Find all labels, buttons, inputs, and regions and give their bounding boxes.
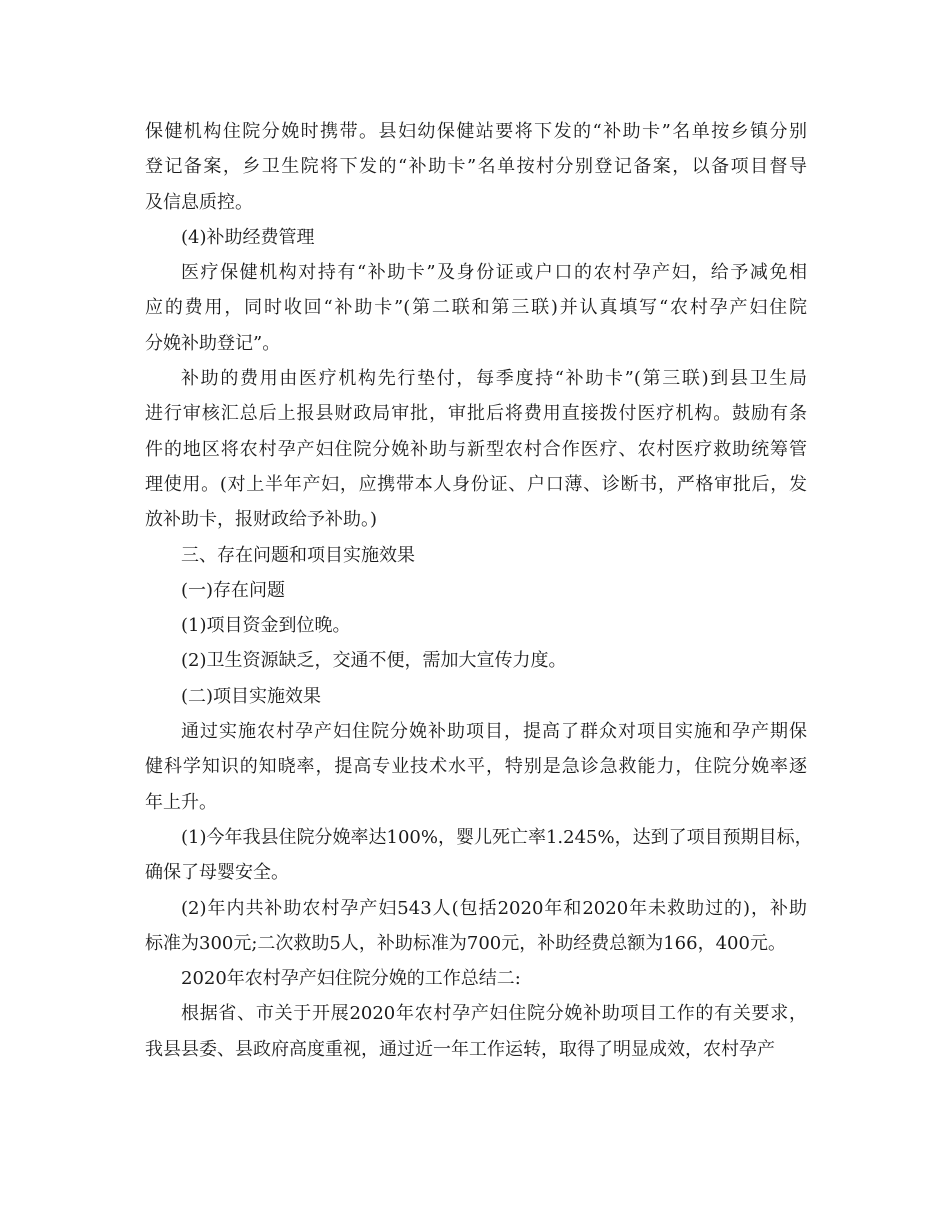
text-line: 登记备案，乡卫生院将下发的“补助卡”名单按村分别登记备案，以备项目督导	[145, 156, 807, 178]
paragraph	[145, 891, 807, 962]
paragraph	[145, 820, 813, 891]
text-line: 保健机构住院分娩时携带。县妇幼保健站要将下发的“补助卡”名单按乡镇分别	[145, 121, 807, 142]
text-line: (1)项目资金到位晚。	[181, 615, 351, 637]
text-line: 放补助卡，报财政给予补助。)	[145, 509, 378, 531]
text-line: (1)今年我县住院分娩率达100%，婴儿死亡率1.245%，达到了项目预期目标，	[181, 826, 813, 848]
paragraph	[145, 361, 807, 537]
text-line: 健科学知识的知晓率，提高专业技术水平，特别是急诊急救能力，住院分娩率逐	[145, 756, 807, 778]
text-line: 应的费用，同时收回“补助卡”(第二联和第三联)并认真填写“农村孕产妇住院	[145, 297, 807, 319]
text-line: 分娩补助登记”。	[145, 332, 281, 354]
paragraph	[145, 714, 807, 820]
text-line: 通过实施农村孕产妇住院分娩补助项目，提高了群众对项目实施和孕产期保	[181, 721, 807, 743]
text-line: 件的地区将农村孕产妇住院分娩补助与新型农村合作医疗、农村医疗救助统筹管	[145, 438, 807, 460]
paragraph	[145, 996, 807, 1067]
text-line: (4)补助经费管理	[181, 226, 315, 248]
paragraph	[145, 538, 807, 573]
text-line: 2020年农村孕产妇住院分娩的工作总结二:	[181, 968, 521, 990]
text-line: 年上升。	[145, 791, 217, 813]
paragraph	[145, 573, 807, 608]
text-line: 及信息质控。	[145, 191, 253, 213]
text-line: 标准为300元;二次救助5人，补助标准为700元，补助经费总额为166，400元。	[145, 932, 786, 954]
paragraph	[145, 961, 807, 996]
text-line: 医疗保健机构对持有“补助卡”及身份证或户口的农村孕产妇，给予减免相	[181, 262, 807, 284]
paragraph	[145, 255, 807, 361]
text-line: (2)卫生资源缺乏，交通不便，需加大宣传力度。	[181, 650, 567, 672]
text-line: 根据省、市关于开展2020年农村孕产妇住院分娩补助项目工作的有关要求，	[181, 1003, 807, 1025]
text-line: 补助的费用由医疗机构先行垫付，每季度持“补助卡”(第三联)到县卫生局	[181, 368, 807, 390]
paragraph	[145, 608, 807, 643]
text-line: (2)年内共补助农村孕产妇543人(包括2020年和2020年未救助过的)，补助	[181, 897, 807, 919]
text-line: 理使用。(对上半年产妇，应携带本人身份证、户口薄、诊断书，严格审批后，发	[145, 473, 807, 495]
text-line: 确保了母婴安全。	[145, 862, 289, 884]
text-line: 三、存在问题和项目实施效果	[181, 544, 415, 566]
text-line: (二)项目实施效果	[181, 685, 322, 707]
document-body	[145, 114, 813, 1067]
paragraph	[145, 114, 807, 220]
text-line: (一)存在问题	[181, 579, 286, 601]
text-line: 我县县委、县政府高度重视，通过近一年工作运转，取得了明显成效，农村孕产	[145, 1038, 775, 1060]
paragraph	[145, 643, 807, 678]
paragraph	[145, 679, 807, 714]
text-line: 进行审核汇总后上报县财政局审批，审批后将费用直接拨付医疗机构。鼓励有条	[145, 403, 807, 425]
paragraph	[145, 220, 807, 255]
